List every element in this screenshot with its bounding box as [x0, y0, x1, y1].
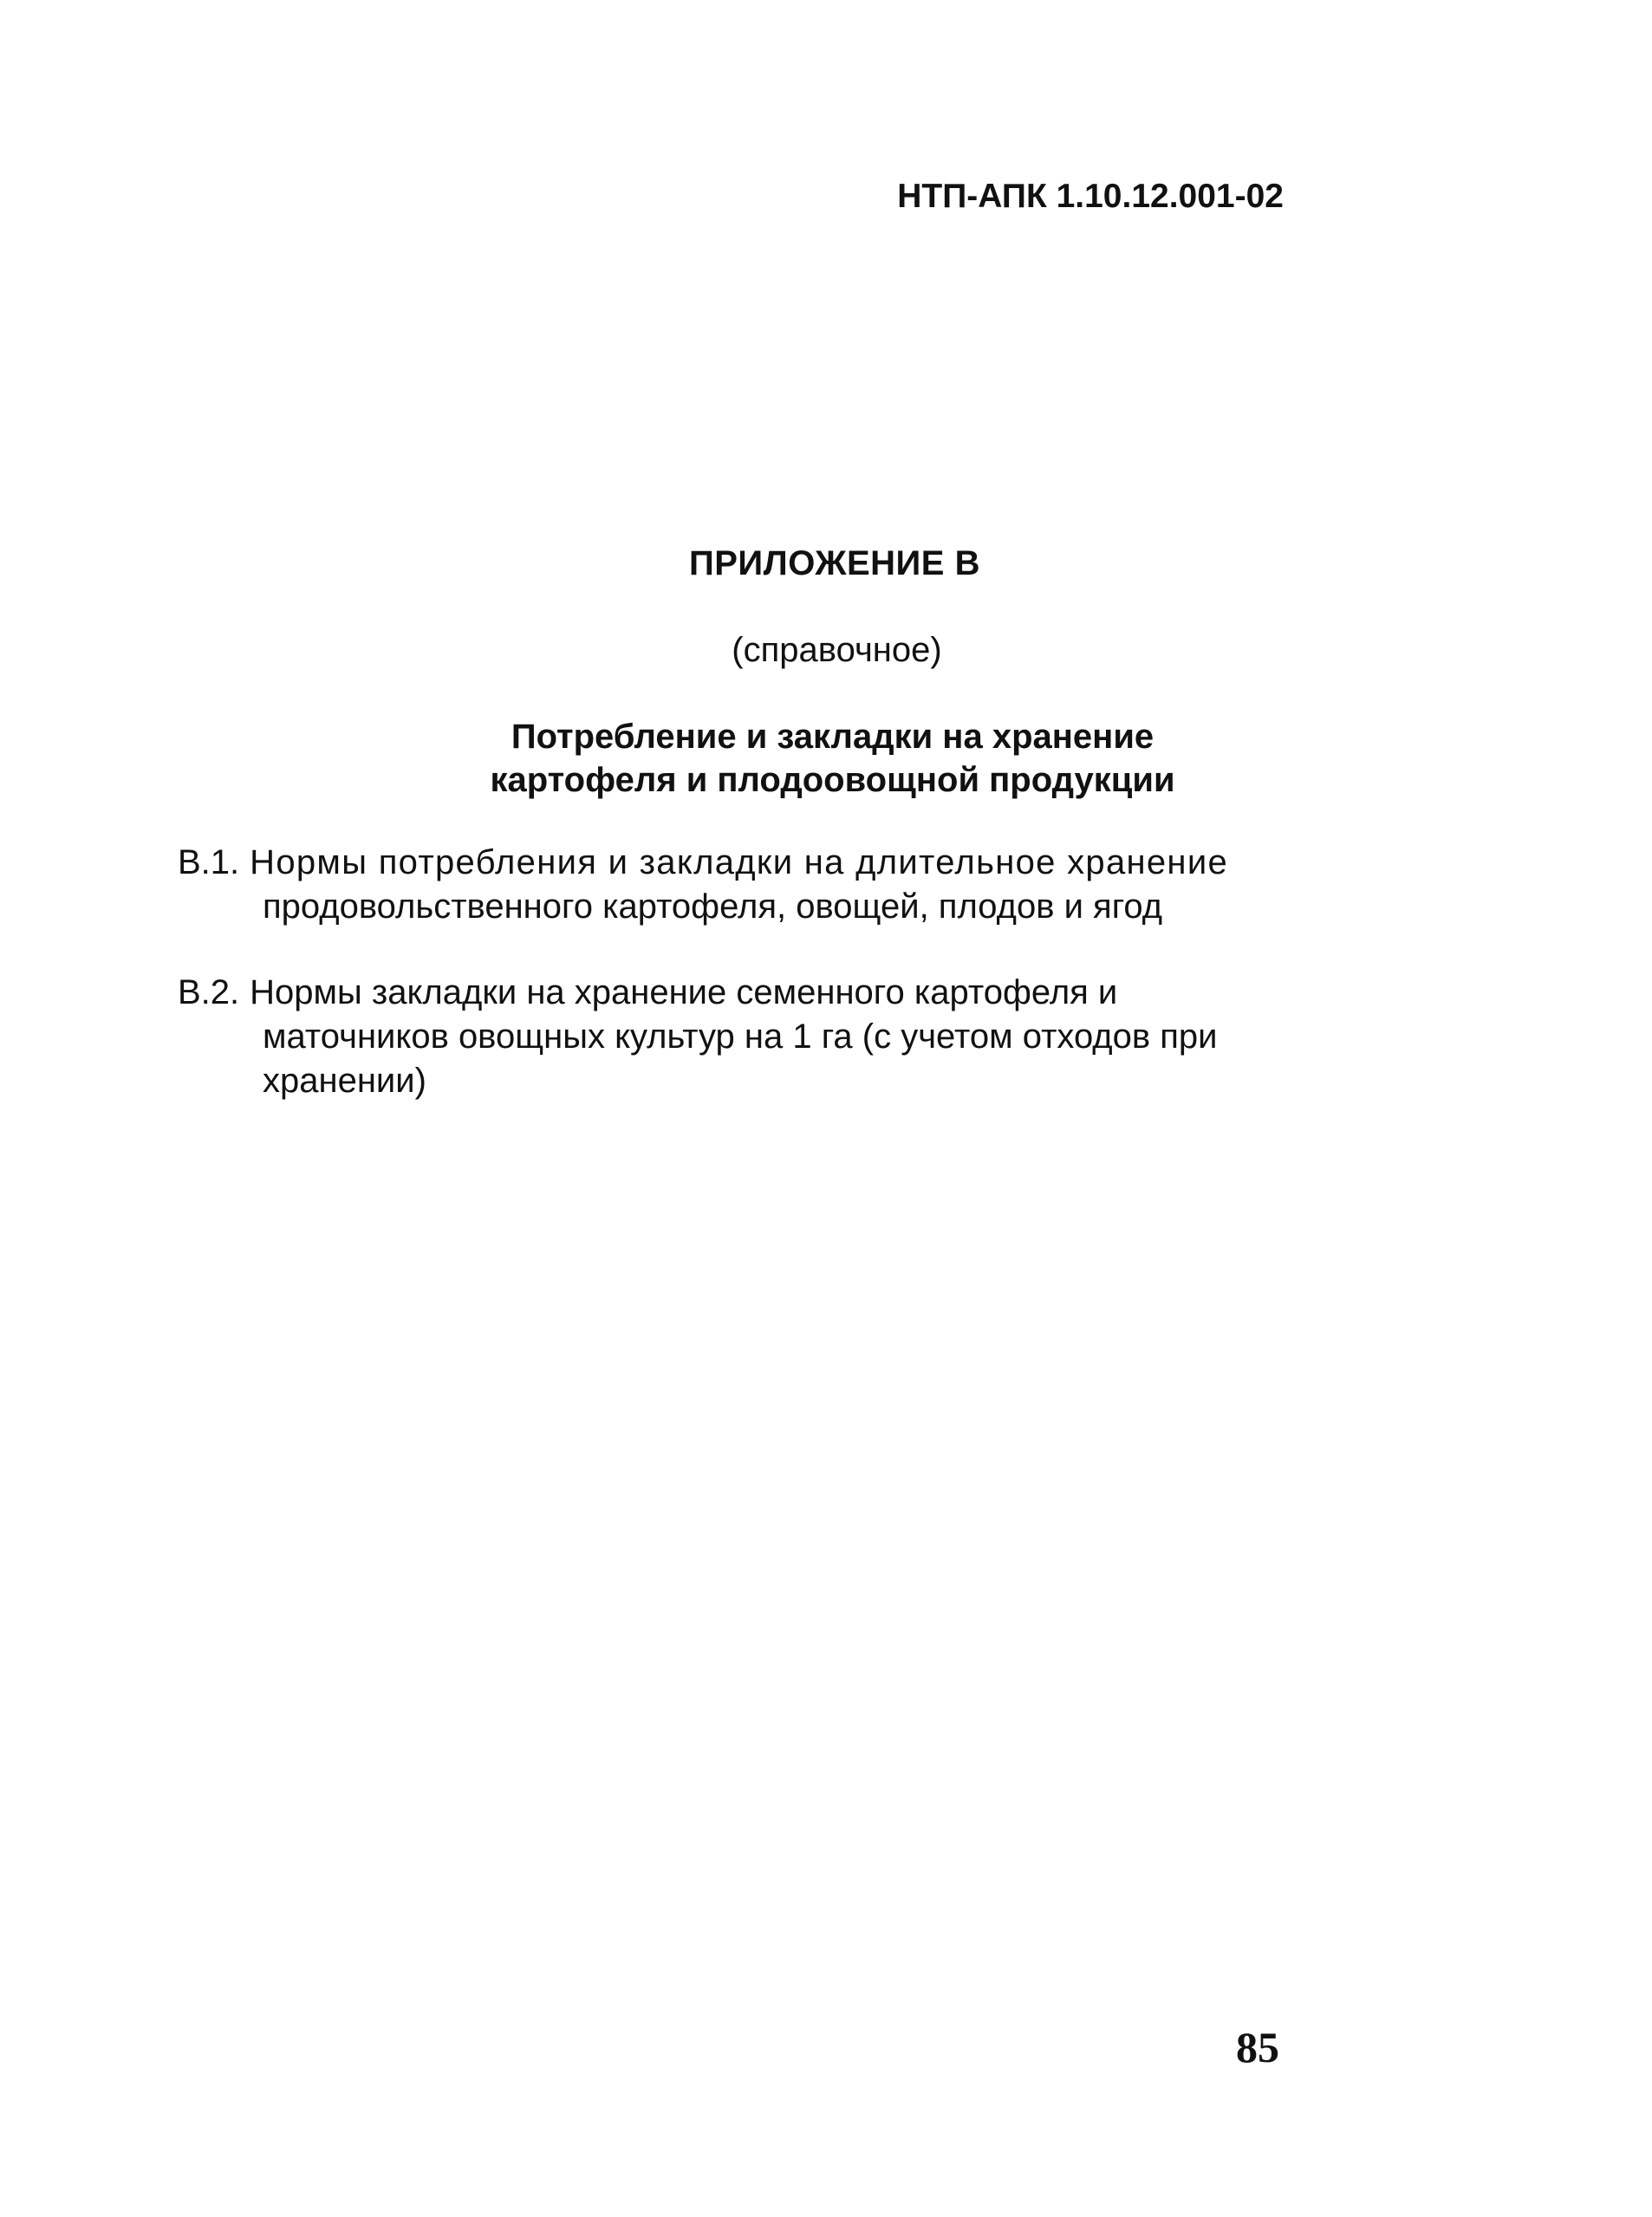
list-item-b2-line-3: хранении) — [263, 1062, 426, 1100]
list-item-b2-text-1: Нормы закладки на хранение семенного картофеля и — [250, 973, 1118, 1011]
list-item-b2-line-2: маточников овощных культур на 1 га (с учетом отходов при — [263, 1017, 1218, 1056]
appendix-title: ПРИЛОЖЕНИЕ В — [689, 544, 980, 582]
list-item-b1 — [178, 841, 1304, 929]
appendix-heading-line-2: картофеля и плодоовощной продукции — [490, 761, 1175, 799]
page-number: 85 — [1236, 2023, 1279, 2071]
list-item-b1-line-1 — [178, 841, 1304, 885]
list-item-b2-line-1 — [178, 971, 1304, 1015]
appendix-kind: (справочное) — [732, 631, 942, 669]
list-item-b1-number: В.1. — [178, 843, 240, 881]
list-item-b1-line-2: продовольственного картофеля, овощей, плодов и ягод — [263, 887, 1163, 926]
appendix-heading — [0, 715, 1652, 802]
appendix-heading-line-1: Потребление и закладки на хранение — [511, 718, 1154, 756]
document-code: НТП-АПК 1.10.12.001-02 — [897, 178, 1284, 215]
list-item-b2-number: В.2. — [178, 973, 240, 1011]
list-item-b1-text-1: Нормы потребления и закладки на длительное хранение — [250, 843, 1229, 881]
list-item-b2 — [178, 971, 1304, 1103]
